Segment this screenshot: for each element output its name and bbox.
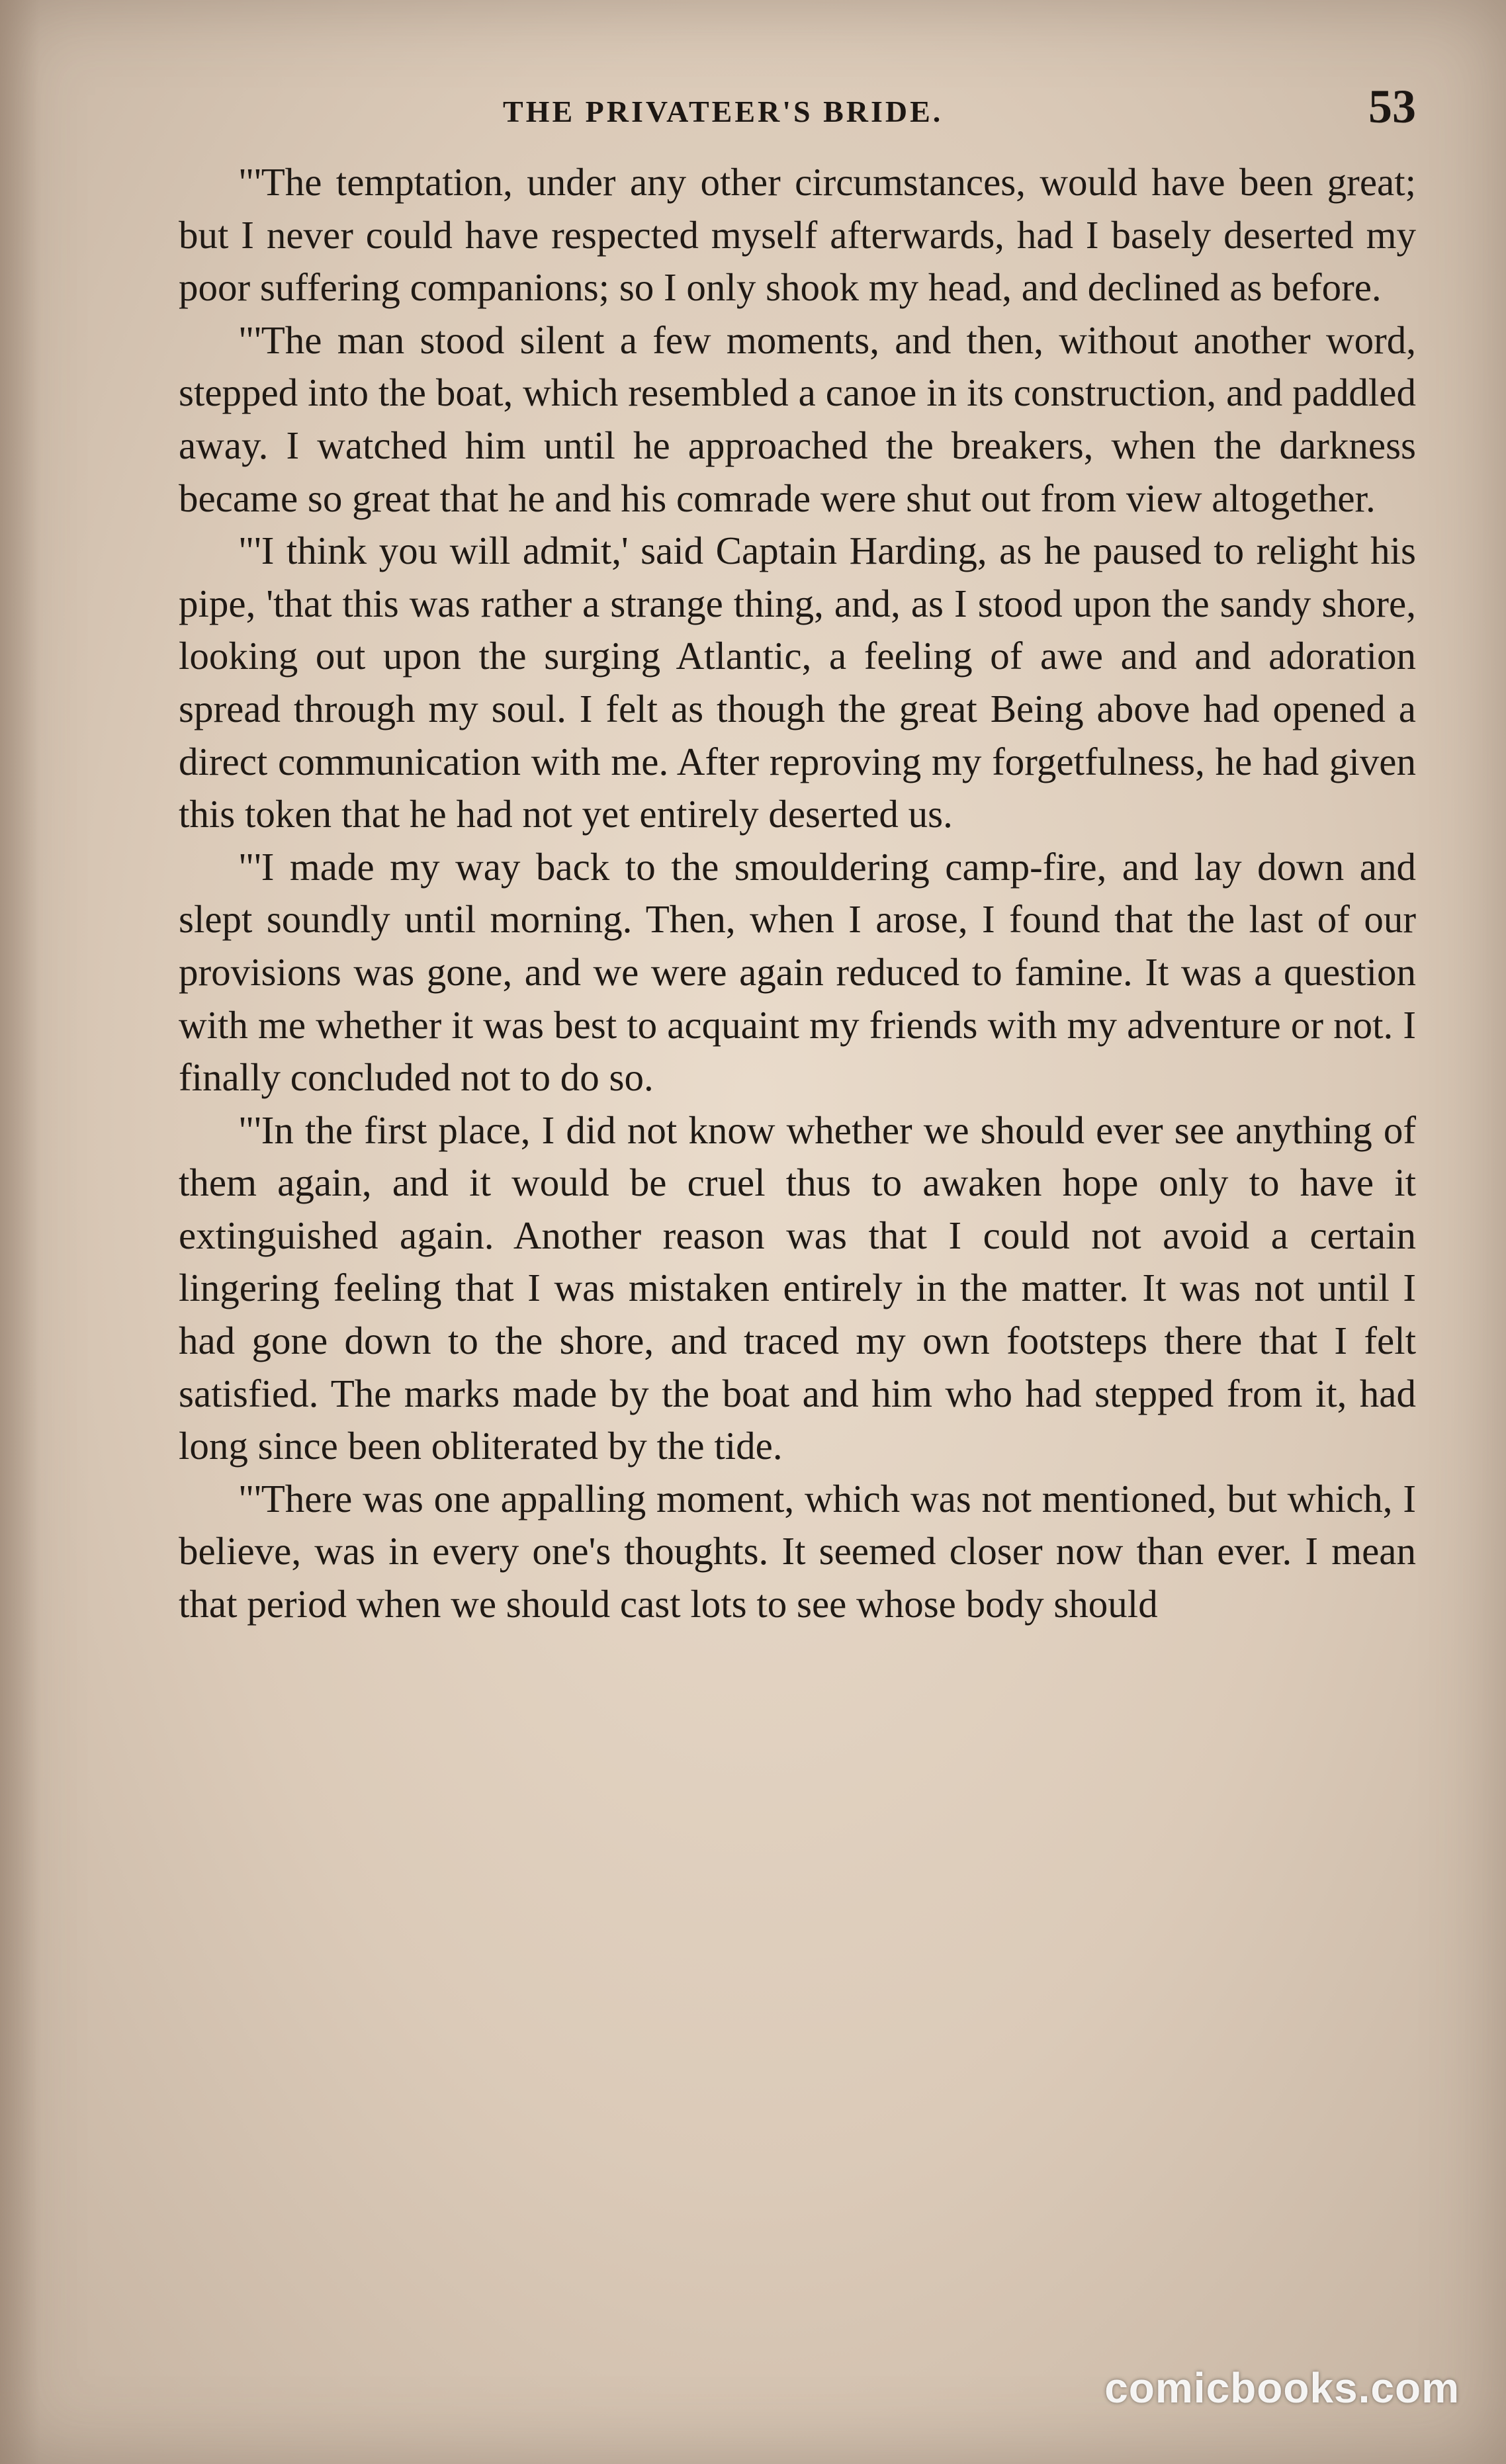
source-watermark: comicbooks.com bbox=[1104, 2364, 1460, 2412]
paragraph-5: "'In the first place, I did not know whether we should ever see anything of them again, and it would be cruel thus to awaken hope only to have it extinguished again. Another reason was that I could not avoid a certain lingering feeling that I was mistaken entirely in the matter. It was not until I had gone down to the shore, and traced my own footsteps there that I felt satisfied. The marks made by the boat and him who had stepped from it, had long since been obliterated by the tide. bbox=[179, 1108, 1416, 1468]
page-header bbox=[159, 79, 1416, 139]
page-number: 53 bbox=[1368, 80, 1416, 133]
paragraph-2: "'The man stood silent a few moments, and then, without another word, stepped into the boat, which resembled a canoe in its construction, and paddled away. I watched him until he approached the breakers, when the darkness became so great that he and his comrade were shut out from view altogether. bbox=[179, 318, 1416, 520]
paragraph-6: "'There was one appalling moment, which was not mentioned, but which, I believe, was in every one's thoughts. It seemed closer now than ever. I mean that period when we should cast lots to see whose body should bbox=[179, 1476, 1416, 1626]
paragraph-1: "'The temptation, under any other circumstances, would have been great; but I never could have respected myself afterwards, had I basely deserted my poor suffering companions; so I only shook my head, and declined as before. bbox=[179, 160, 1416, 310]
body-text bbox=[179, 156, 1416, 2201]
running-head: THE PRIVATEER'S BRIDE. bbox=[503, 95, 944, 128]
paragraph-4: "'I made my way back to the smouldering camp-fire, and lay down and slept soundly until morning. Then, when I arose, I found that the last of our provisions was gone, and we were again reduced to famine. It was a question with me whether it was best to acquaint my friends with my adventure or not. I finally concluded not to do so. bbox=[179, 844, 1416, 1100]
paragraph-3: "'I think you will admit,' said Captain Harding, as he paused to relight his pipe, 'that this was rather a strange thing, and, as I stood upon the sandy shore, looking out upon the surging Atlantic, a feeling of awe and and adoration spread through my soul. I felt as though the great Being above had opened a direct communication with me. After reproving my forgetfulness, he had given this token that he had not yet entirely deserted us. bbox=[179, 529, 1416, 836]
page-gutter-shadow bbox=[0, 0, 40, 2464]
